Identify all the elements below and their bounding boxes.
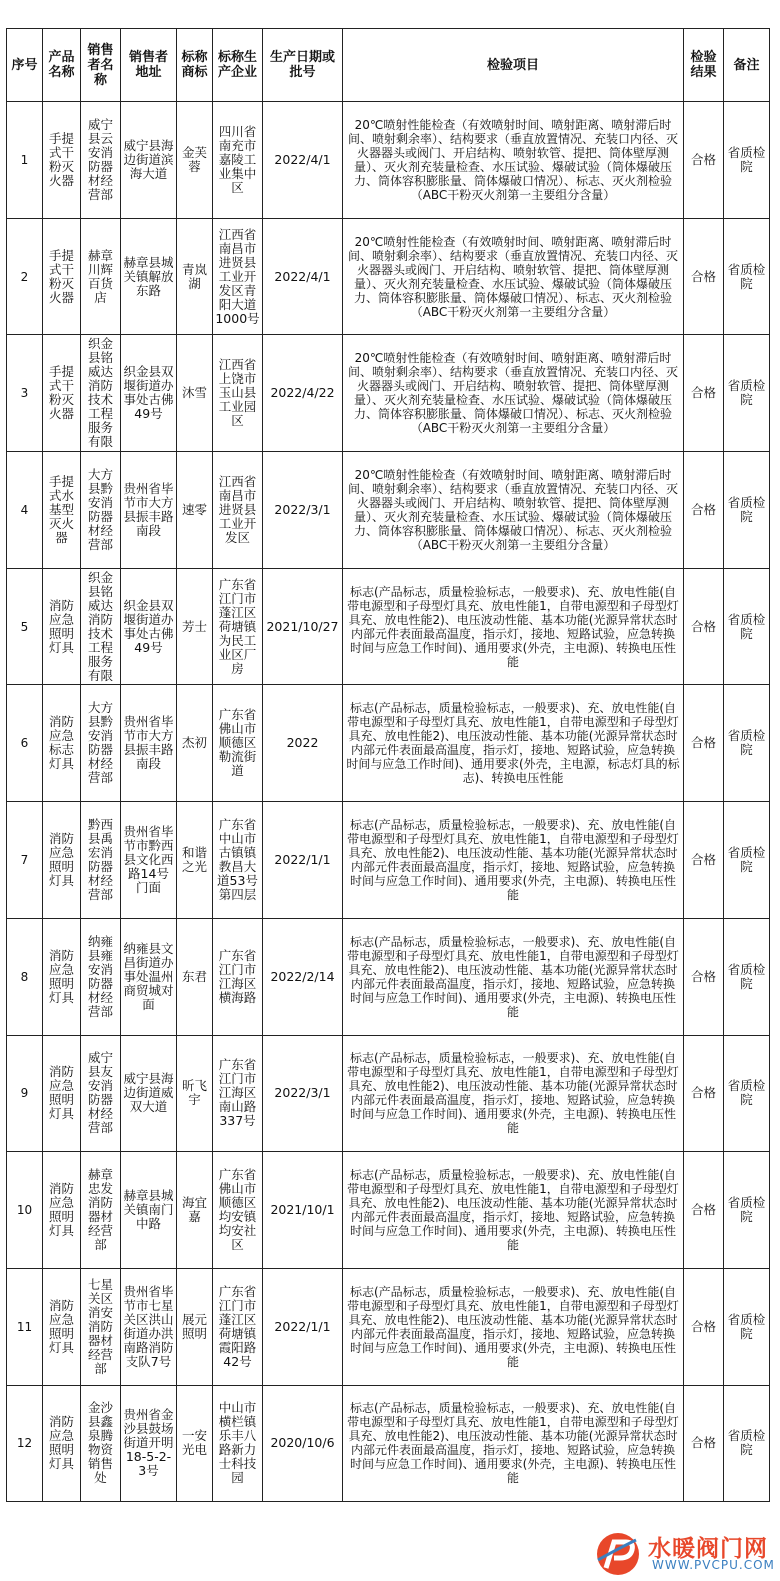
cell-seller: 纳雍县雍安消防器材经营部 [81, 918, 121, 1035]
cell-seller-addr: 贵州省毕节市大方县振丰路南段 [121, 452, 177, 569]
table-row [7, 1035, 770, 1152]
cell-product: 手提式干粉灭火器 [43, 335, 81, 452]
cell-product: 手提式干粉灭火器 [43, 218, 81, 335]
cell-product: 消防应急照明灯具 [43, 1152, 81, 1269]
cell-items: 标志(产品标志，质量检验标志，一般要求)、充、放电性能(自带电源型和子母型灯具充、放电性能1，自带电源型和子母型灯具充、放电性能2)、电压波动性能、基本功能(光源异常状态时内部元件表面最高温度，指示灯，接地、短路试验，应急转换时间与应急工作时间)、通用要求(外壳，主电源，标志灯具的标志)、转换电压性能 [343, 685, 684, 802]
cell-items: 标志(产品标志，质量检验标志，一般要求)、充、放电性能(自带电源型和子母型灯具充、放电性能1，自带电源型和子母型灯具充、放电性能2)、电压波动性能、基本功能(光源异常状态时内部元件表面最高温度，指示灯，接地、短路试验，应急转换时间与应急工作时间)、通用要求(外壳，主电源)、转换电压性能 [343, 1152, 684, 1269]
cell-maker: 广东省江门市蓬江区荷塘镇霞阳路42号 [213, 1268, 263, 1385]
cell-result: 合格 [684, 1268, 724, 1385]
cell-no: 12 [7, 1385, 43, 1502]
cell-brand: 速零 [177, 452, 213, 569]
cell-date: 2022/4/22 [263, 335, 343, 452]
cell-remark: 省质检院 [724, 335, 770, 452]
cell-seller: 织金县铭威达消防技术工程服务有限 [81, 335, 121, 452]
table-row [7, 102, 770, 219]
cell-seller-addr: 赫章县城关镇南门中路 [121, 1152, 177, 1269]
cell-product: 消防应急照明灯具 [43, 918, 81, 1035]
table-row [7, 452, 770, 569]
cell-items: 标志(产品标志，质量检验标志，一般要求)、充、放电性能(自带电源型和子母型灯具充、放电性能1，自带电源型和子母型灯具充、放电性能2)、电压波动性能、基本功能(光源异常状态时内部元件表面最高温度，指示灯，接地、短路试验，应急转换时间与应急工作时间)、通用要求(外壳，主电源)、转换电压性能 [343, 1268, 684, 1385]
cell-items: 标志(产品标志，质量检验标志，一般要求)、充、放电性能(自带电源型和子母型灯具充、放电性能1，自带电源型和子母型灯具充、放电性能2)、电压波动性能、基本功能(光源异常状态时内部元件表面最高温度，指示灯，接地、短路试验，应急转换时间与应急工作时间)、通用要求(外壳，主电源)、转换电压性能 [343, 1035, 684, 1152]
cell-date: 2021/10/27 [263, 568, 343, 685]
cell-brand: 金芙蓉 [177, 102, 213, 219]
header-brand: 标称商标 [177, 29, 213, 102]
watermark-url: WWW.PVCPU.COM [652, 1558, 775, 1572]
header-no: 序号 [7, 29, 43, 102]
cell-remark: 省质检院 [724, 1152, 770, 1269]
cell-result: 合格 [684, 1152, 724, 1269]
cell-remark: 省质检院 [724, 1035, 770, 1152]
cell-items: 20℃喷射性能检查（有效喷射时间、喷射距离、喷射滞后时间、喷射剩余率）、结构要求（垂直放置情况、充装口内径、灭火器器头或阀门、开启结构、喷射软管、提把、筒体壁厚测量）、灭火剂充装量检查、水压试验、爆破试验（筒体爆破压力、筒体容积膨胀量、筒体爆破口情况）、标志、灭火剂检验（ABC干粉灭火剂第一主要组分含量） [343, 102, 684, 219]
cell-seller: 威宁县友安消防器材经营部 [81, 1035, 121, 1152]
cell-result: 合格 [684, 918, 724, 1035]
cell-brand: 海宜嘉 [177, 1152, 213, 1269]
cell-date: 2022/2/14 [263, 918, 343, 1035]
cell-seller: 织金县铭威达消防技术工程服务有限 [81, 568, 121, 685]
cell-remark: 省质检院 [724, 685, 770, 802]
cell-product: 消防应急照明灯具 [43, 1035, 81, 1152]
cell-maker: 江西省南昌市进贤县工业开发区 [213, 452, 263, 569]
cell-items: 标志(产品标志，质量检验标志，一般要求)、充、放电性能(自带电源型和子母型灯具充、放电性能1，自带电源型和子母型灯具充、放电性能2)、电压波动性能、基本功能(光源异常状态时内部元件表面最高温度，指示灯，接地、短路试验，应急转换时间与应急工作时间)、通用要求(外壳，主电源)、转换电压性能 [343, 568, 684, 685]
site-watermark [592, 1530, 775, 1578]
cell-seller-addr: 贵州省毕节市大方县振丰路南段 [121, 685, 177, 802]
header-items: 检验项目 [343, 29, 684, 102]
table-row [7, 802, 770, 919]
cell-maker: 广东省中山市古镇镇教昌大道53号第四层 [213, 802, 263, 919]
header-remark: 备注 [724, 29, 770, 102]
cell-seller-addr: 威宁县海边街道威双大道 [121, 1035, 177, 1152]
cell-remark: 省质检院 [724, 102, 770, 219]
cell-product: 手提式水基型灭火器 [43, 452, 81, 569]
cell-remark: 省质检院 [724, 452, 770, 569]
cell-seller: 大方县黔安消防器材经营部 [81, 685, 121, 802]
cell-date: 2022/4/1 [263, 102, 343, 219]
table-row [7, 918, 770, 1035]
cell-brand: 昕飞宇 [177, 1035, 213, 1152]
cell-seller: 七星关区消安消防器材经营部 [81, 1268, 121, 1385]
cell-remark: 省质检院 [724, 1268, 770, 1385]
cell-brand: 沐雪 [177, 335, 213, 452]
cell-date: 2021/10/1 [263, 1152, 343, 1269]
cell-seller-addr: 贵州省毕节市黔西县文化西路14号门面 [121, 802, 177, 919]
site-logo-icon [592, 1530, 642, 1578]
cell-brand: 一安光电 [177, 1385, 213, 1502]
cell-no: 9 [7, 1035, 43, 1152]
table-row [7, 218, 770, 335]
header-date: 生产日期或批号 [263, 29, 343, 102]
cell-no: 11 [7, 1268, 43, 1385]
cell-result: 合格 [684, 452, 724, 569]
header-seller: 销售者名称 [81, 29, 121, 102]
cell-maker: 中山市横栏镇乐丰八路新力士科技园 [213, 1385, 263, 1502]
cell-seller-addr: 贵州省金沙县鼓场街道开明18-5-2-3号 [121, 1385, 177, 1502]
cell-product: 消防应急照明灯具 [43, 802, 81, 919]
cell-product: 消防应急照明灯具 [43, 568, 81, 685]
cell-no: 6 [7, 685, 43, 802]
cell-items: 标志(产品标志，质量检验标志，一般要求)、充、放电性能(自带电源型和子母型灯具充、放电性能1，自带电源型和子母型灯具充、放电性能2)、电压波动性能、基本功能(光源异常状态时内部元件表面最高温度，指示灯，接地、短路试验，应急转换时间与应急工作时间)、通用要求(外壳，主电源)、转换电压性能 [343, 802, 684, 919]
header-row [7, 29, 770, 102]
cell-seller: 威宁县云安消防器材经营部 [81, 102, 121, 219]
cell-date: 2020/10/6 [263, 1385, 343, 1502]
cell-maker: 江西省南昌市进贤县工业开发区青阳大道1000号 [213, 218, 263, 335]
cell-no: 5 [7, 568, 43, 685]
watermark-name: 水暖阀门网 [648, 1536, 768, 1562]
cell-brand: 青岚湖 [177, 218, 213, 335]
header-product: 产品名称 [43, 29, 81, 102]
cell-items: 标志(产品标志，质量检验标志，一般要求)、充、放电性能(自带电源型和子母型灯具充、放电性能1，自带电源型和子母型灯具充、放电性能2)、电压波动性能、基本功能(光源异常状态时内部元件表面最高温度，指示灯，接地、短路试验，应急转换时间与应急工作时间)、通用要求(外壳，主电源)、转换电压性能 [343, 918, 684, 1035]
cell-date: 2022 [263, 685, 343, 802]
cell-seller-addr: 织金县双堰街道办事处古佛49号 [121, 335, 177, 452]
cell-date: 2022/1/1 [263, 1268, 343, 1385]
cell-date: 2022/4/1 [263, 218, 343, 335]
cell-date: 2022/3/1 [263, 1035, 343, 1152]
cell-remark: 省质检院 [724, 218, 770, 335]
cell-seller: 赫章忠发消防器材经营部 [81, 1152, 121, 1269]
cell-seller: 大方县黔安消防器材经营部 [81, 452, 121, 569]
cell-items: 20℃喷射性能检查（有效喷射时间、喷射距离、喷射滞后时间、喷射剩余率）、结构要求（垂直放置情况、充装口内径、灭火器器头或阀门、开启结构、喷射软管、提把、筒体壁厚测量）、灭火剂充装量检查、水压试验、爆破试验（筒体爆破压力、筒体容积膨胀量、筒体爆破口情况）、标志、灭火剂检验（ABC干粉灭火剂第一主要组分含量） [343, 452, 684, 569]
cell-remark: 省质检院 [724, 568, 770, 685]
cell-result: 合格 [684, 1035, 724, 1152]
cell-brand: 东君 [177, 918, 213, 1035]
cell-no: 4 [7, 452, 43, 569]
cell-brand: 杰初 [177, 685, 213, 802]
cell-no: 2 [7, 218, 43, 335]
cell-brand: 和谐之光 [177, 802, 213, 919]
cell-result: 合格 [684, 102, 724, 219]
cell-no: 8 [7, 918, 43, 1035]
table-row [7, 1385, 770, 1502]
cell-remark: 省质检院 [724, 918, 770, 1035]
table-row [7, 685, 770, 802]
cell-maker: 四川省南充市嘉陵工业集中区 [213, 102, 263, 219]
cell-seller-addr: 威宁县海边街道滨海大道 [121, 102, 177, 219]
cell-seller-addr: 织金县双堰街道办事处古佛49号 [121, 568, 177, 685]
cell-result: 合格 [684, 1385, 724, 1502]
cell-result: 合格 [684, 568, 724, 685]
header-seller-addr: 销售者地址 [121, 29, 177, 102]
cell-date: 2022/3/1 [263, 452, 343, 569]
cell-remark: 省质检院 [724, 802, 770, 919]
cell-seller-addr: 纳雍县文昌街道办事处温州商贸城对面 [121, 918, 177, 1035]
cell-seller-addr: 贵州省毕节市七星关区洪山街道办洪南路消防支队7号 [121, 1268, 177, 1385]
header-result: 检验结果 [684, 29, 724, 102]
cell-maker: 广东省江门市蓬江区荷塘镇为民工业区厂房 [213, 568, 263, 685]
header-maker: 标称生产企业 [213, 29, 263, 102]
cell-result: 合格 [684, 685, 724, 802]
cell-items: 20℃喷射性能检查（有效喷射时间、喷射距离、喷射滞后时间、喷射剩余率）、结构要求（垂直放置情况、充装口内径、灭火器器头或阀门、开启结构、喷射软管、提把、筒体壁厚测量）、灭火剂充装量检查、水压试验、爆破试验（筒体爆破压力、筒体容积膨胀量、筒体爆破口情况）、标志、灭火剂检验（ABC干粉灭火剂第一主要组分含量） [343, 335, 684, 452]
cell-result: 合格 [684, 335, 724, 452]
table-row [7, 1152, 770, 1269]
table-row [7, 335, 770, 452]
cell-seller: 赫章川辉百货店 [81, 218, 121, 335]
cell-product: 消防应急标志灯具 [43, 685, 81, 802]
cell-maker: 广东省佛山市顺德区均安镇均安社区 [213, 1152, 263, 1269]
cell-no: 7 [7, 802, 43, 919]
cell-product: 消防应急照明灯具 [43, 1385, 81, 1502]
cell-no: 3 [7, 335, 43, 452]
cell-no: 10 [7, 1152, 43, 1269]
cell-date: 2022/1/1 [263, 802, 343, 919]
cell-result: 合格 [684, 802, 724, 919]
cell-maker: 广东省佛山市顺德区勒流街道 [213, 685, 263, 802]
table-row [7, 568, 770, 685]
cell-seller: 黔西县禹宏消防器材经营部 [81, 802, 121, 919]
cell-brand: 芳士 [177, 568, 213, 685]
cell-product: 手提式干粉灭火器 [43, 102, 81, 219]
cell-items: 20℃喷射性能检查（有效喷射时间、喷射距离、喷射滞后时间、喷射剩余率）、结构要求（垂直放置情况、充装口内径、灭火器器头或阀门、开启结构、喷射软管、提把、筒体壁厚测量）、灭火剂充装量检查、水压试验、爆破试验（筒体爆破压力、筒体容积膨胀量、筒体爆破口情况）、标志、灭火剂检验（ABC干粉灭火剂第一主要组分含量） [343, 218, 684, 335]
cell-result: 合格 [684, 218, 724, 335]
cell-remark: 省质检院 [724, 1385, 770, 1502]
cell-maker: 广东省江门市江海区横海路 [213, 918, 263, 1035]
inspection-table [6, 28, 770, 1502]
table-row [7, 1268, 770, 1385]
cell-seller-addr: 赫章县城关镇解放东路 [121, 218, 177, 335]
cell-items: 标志(产品标志，质量检验标志，一般要求)、充、放电性能(自带电源型和子母型灯具充、放电性能1，自带电源型和子母型灯具充、放电性能2)、电压波动性能、基本功能(光源异常状态时内部元件表面最高温度，指示灯，接地、短路试验，应急转换时间与应急工作时间)、通用要求(外壳，主电源)、转换电压性能 [343, 1385, 684, 1502]
cell-maker: 江西省上饶市玉山县工业园区 [213, 335, 263, 452]
cell-no: 1 [7, 102, 43, 219]
cell-seller: 金沙县鑫泉腾物资销售处 [81, 1385, 121, 1502]
cell-brand: 展元照明 [177, 1268, 213, 1385]
cell-maker: 广东省江门市江海区南山路337号 [213, 1035, 263, 1152]
cell-product: 消防应急照明灯具 [43, 1268, 81, 1385]
